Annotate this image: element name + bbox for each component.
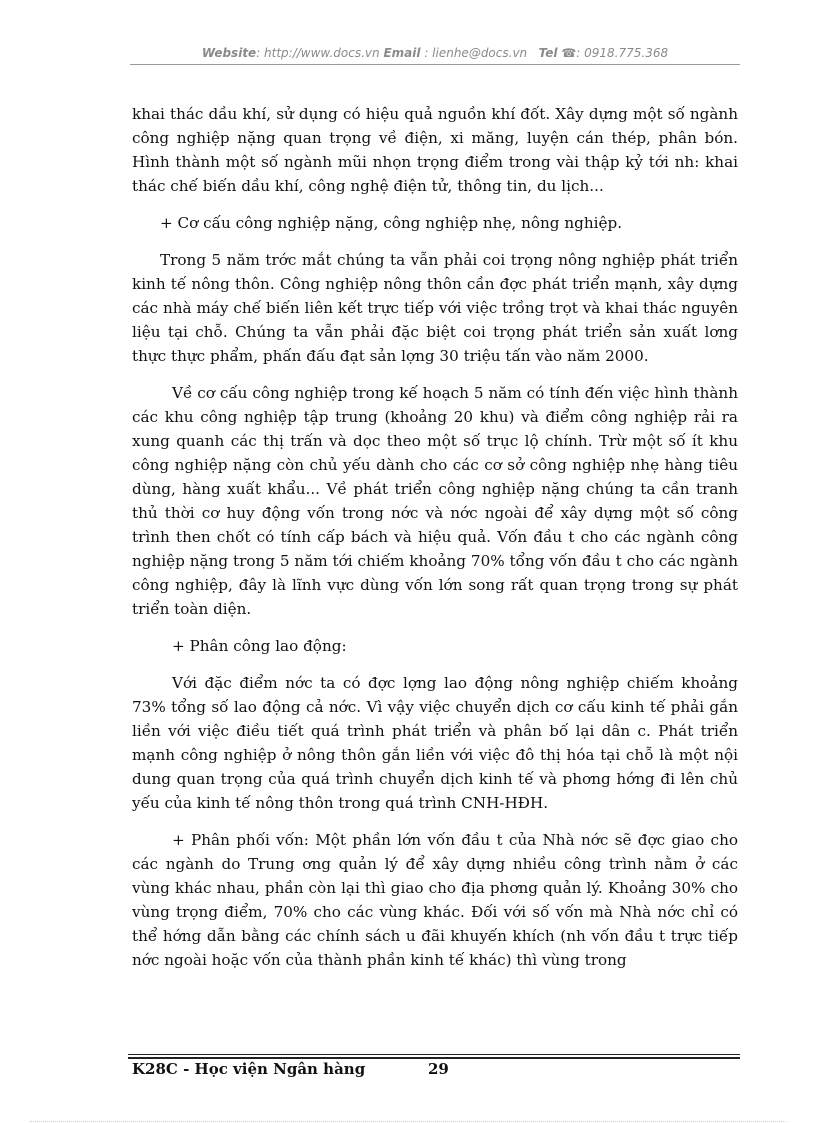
website-label: Website: [201, 46, 257, 60]
paragraph: + Phân công lao động:: [172, 637, 347, 655]
footer-divider: [128, 1054, 740, 1055]
email-value: : lienhe@docs.vn: [420, 46, 528, 60]
website-value: : http://www.docs.vn: [256, 46, 380, 60]
paragraph: + Phân phối vốn: Một phần lớn vốn đầu t của Nhà nớc sẽ đợc giao cho các ngành do Trung ơng quản lý để xây dựng nhiều công trình nằm ở các vùng khác nhau, phần còn lại thì giao cho địa phơng quản lý. Khoảng 30% cho vùng trọng điểm, 70% cho các vùng khác. Đối với số vốn mà Nhà nớc chỉ có thể hớng dẫn bằng các chính sách u đãi khuyến khích (nh vốn đầu t trực tiếp nớc ngoài hoặc vốn của thành phần kinh tế khác) thì vùng trong: [132, 831, 738, 969]
paragraph: khai thác dầu khí, sử dụng có hiệu quả nguồn khí đốt. Xây dựng một số ngành công nghiệp nặng quan trọng về điện, xi măng, luyện cán thép, phân bón. Hình thành một số ngành mũi nhọn trọng điểm trong vài thập kỷ tới nh: khai thác chế biến dầu khí, công nghệ điện tử, thông tin, du lịch...: [132, 105, 738, 195]
paragraph: Trong 5 năm trớc mắt chúng ta vẫn phải coi trọng nông nghiệp phát triển kinh tế nông thôn. Công nghiệp nông thôn cần đợc phát triển mạnh, xây dựng các nhà máy chế biến liên kết trực tiếp với việc trồng trọt và khai thác nguyên liệu tại chỗ. Chúng ta vẫn phải đặc biệt coi trọng phát triển sản xuất lơng thực thực phẩm, phấn đấu đạt sản lợng 30 triệu tấn vào năm 2000.: [132, 251, 738, 365]
footer-divider-thick: [128, 1057, 740, 1059]
paragraph: Về cơ cấu công nghiệp trong kế hoạch 5 năm có tính đến việc hình thành các khu công nghiệp tập trung (khoảng 20 khu) và điểm công nghiệp rải ra xung quanh các thị trấn và dọc theo một số trục lộ chính. Trừ một số ít khu công nghiệp nặng còn chủ yếu dành cho các cơ sở công nghiệp nhẹ hàng tiêu dùng, hàng xuất khẩu... Về phát triển công nghiệp nặng chúng ta cần tranh thủ thời cơ huy động vốn trong nớc và nớc ngoài để xây dựng một số công trình then chốt có tính cấp bách và hiệu quả. Vốn đầu t cho các ngành công nghiệp nặng trong 5 năm tới chiếm khoảng 70% tổng vốn đầu t cho các ngành công nghiệp, đây là lĩnh vực dùng vốn lớn song rất quan trọng trong sự phát triển toàn diện.: [132, 384, 738, 618]
phone-icon: ☎: [561, 46, 577, 60]
document-body: [132, 102, 738, 985]
tel-label: Tel: [538, 46, 558, 60]
page-bottom-border: [30, 1121, 786, 1122]
email-label: Email: [383, 46, 421, 60]
tel-value: : 0918.775.368: [576, 46, 669, 60]
paragraph: Với đặc điểm nớc ta có đợc lợng lao động nông nghiệp chiếm khoảng 73% tổng số lao động cả nớc. Vì vậy việc chuyển dịch cơ cấu kinh tế phải gắn liền với việc điều tiết quá trình phát triển và phân bố lại dân c. Phát triển mạnh công nghiệp ở nông thôn gắn liền với việc đô thị hóa tại chỗ là một nội dung quan trọng của quá trình chuyển dịch kinh tế và phơng hớng đi lên chủ yếu của kinh tế nông thôn trong quá trình CNH-HĐH.: [132, 674, 738, 812]
page-header: [130, 46, 740, 60]
header-divider: [130, 64, 740, 65]
paragraph: + Cơ cấu công nghiệp nặng, công nghiệp nhẹ, nông nghiệp.: [160, 214, 623, 232]
page-number: 29: [428, 1060, 449, 1078]
footer-institution: K28C - Học viện Ngân hàng: [132, 1060, 366, 1078]
